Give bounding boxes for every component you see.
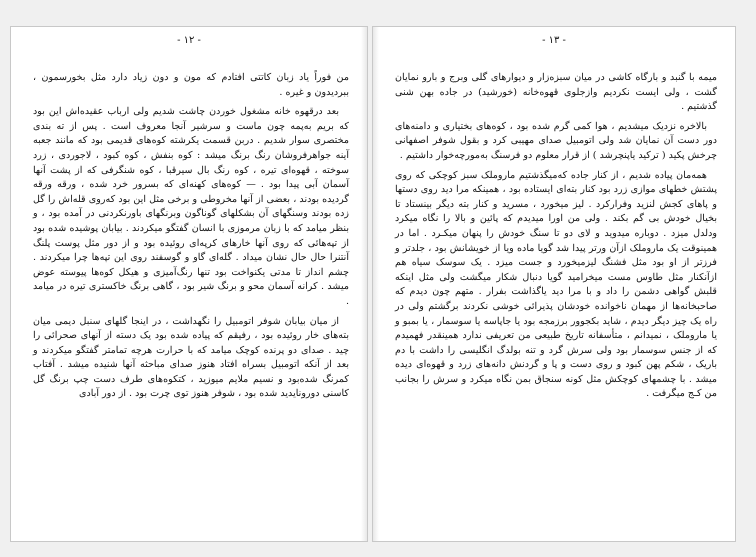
paragraph: من فوراً یاد زبان کاتتی افتادم که مون و دون زیاد دارد مثل بخورسمون ، ببردیدون و غیره . [33,72,349,98]
paragraph: بالاخره نزدیک میشدیم ، هوا کمی گرم شده بود ، کوه‌های بختیاری و دامنه‌های دور دست آن نمایان شد ولی اتومبیل صدای مهیبی کرد و بقول شوفر اصفهانی چرخش پکید ( ترکید یاپنچرشد ) از قرار معلوم دو فرسنگ به‌مورچه‌خوار داشتیم . [395,120,717,161]
page-number: - ١٣ - [542,35,566,46]
page-body-text [33,71,349,407]
paragraph: از میان بیابان شوفر اتومبیل را نگهداشت ، در اینجا گلهای سنبل دیمی میان بته‌های خار روئیده بود ، رفیقم که پیاده شده بود یک دسته از آنهای صحرائی را چید . صدای دو پرنده کوچک میامد که با حرارت هرچه تمامتر گفتگو میکردند و بعد از آنکه اتومبیل بسراه افتاد هنوز صدای مباحثه آنها شنیده میشد . آفتاب کمرنگ شده‌بود و نسیم ملایم میوزید ، کتکوه‌های طرف دست چپ برنگ گل کاسنی دورونایدید شده بود ، شوفر هنوز توی چرت بود . از دور آبادی [33,315,349,400]
page-number: - ١٢ - [177,35,201,46]
left-page [10,26,368,542]
paragraph: بعد درقهوه خانه مشغول خوردن چاشت شدیم ولی ارباب عقیده‌اش این بود که بریم به‌پمه چون ماست و سرشیر آنجا معروف است . پس از ته بندی مختصری سوار شدیم . دربن قسمت یکرشته کوه‌های قدیمی بود که مانند جعبه آینه جواهرفروشان رنگ برنگ میشد : کوه بنفش ، کوه کبود ، لاجوردی ، زرد سوخته ، قهوه‌ای تیره ، کوه رنگ بال سیرقبا ، کوه شنگرفی که از پشت آنها آسمان آبی پیدا بود . — کوه‌های کهنه‌ای که بسرور خرد شده ، ورقه ورقه گردیده بودند ، بعضی از آنها مخروطی و برخی مثل این بود که‌روی قله‌اش را گل زده بودند وسنگهای آن بشکلهای گوناگون وبرنگهای باورنکردنی در آمده بود ، و بنظر میامد که با زبان مرموزی با انسان گفتگو میکردند . بیابان پوشیده شده بود از تپه‌هائی که روی آنها خارهای کرپه‌ای روئیده بود و از دور مثل پوست پلنگ آنتنرا حال حال نشان میداد . گله‌ای گاو و گوسفند روی این تپه‌ها چرا میکردند . چشم انداز تا مدتی یکنواخت بود تنها رنگ‌آمیزی و هیکل کوه‌ها پیوسته عوض میشد . کرانه آسمان محو و برنگ شیر بود ، گاهی برنگ خاکستری تیره در میامد . [33,106,349,307]
page-edge-shadow [361,27,367,541]
paragraph: میمه با گنبد و بارگاه کاشی در میان سبزه‌زار و دیوارهای گلی وبرج و بارو نمایان گشت ، ولی ایست نکردیم وازجلوی قهوه‌خانه (خورشید) در جاده بهن شنی گذشتیم . [395,72,717,113]
page-body-text [395,71,717,407]
page-edge-shadow [373,27,379,541]
right-page [372,26,736,542]
paragraph: همه‌مان پیاده شدیم ، از کنار جاده که‌میگذشتیم ماروملک سبز کوچکی که روی پشتش خطهای موازی زرد بود کنار بته‌ای ایستاده بود ، همینکه مرا دید روی دستها و پاهای کجش لنزید وفرارکرد . لیز میخورد ، مسرید و کنار بته دیگر بینستاد تا بخیال خودش بی گم بکند . ولی من اورا میدیدم که پائین و بالا را نگاه میکرد ودلدل میزد . دوباره میدوید و لای دو تا سنگ خودش را پنهان میکـرد . اما در همینوقت یک ماروملک ازآن ورتر پیدا شد گویا ماده ویا از خویشانش بود ، جلدتر و فرزتر از او بود مثل فشنگ لیزمیخورد و جست میزد . یک سوسک سیاه هم ازآنکنار مثل طاوس مست میخرامید گویا دنبال شکار میگشت ولی مثل اینکه قلبش گواهی دشمن را داد و با مرا دید یاگذاشت بفرار . متهم چون دیدم که صاحبخانه‌ها از مهمان ناخوانده خودشان پذیرائی خوشی نکردند برگشتم ولی در راه یک چیز دیگر دیدم ، شاید بکجوور برزمجه بود یا جاپاسه یا سوسمار ، یا بمبو و یا ماروملک ، نمیدانم ، متأسفانه تاریخ طبیعی من تعریفی ندارد همینقدر فهمیدم که از جنس سوسمار بود ولی سرش گرد و تنه بولدگ انگلیسی را داشت با دم باریک ، شکم پهن کبود و روی دست و پا و گردنش دانه‌های زرد و قهوه‌ای دیده میشد . با چشمهای کوچکش مثل کونه سنجاق بمن نگاه میکرد و سرش را بجانب من کـج میگرفت . [395,169,717,400]
